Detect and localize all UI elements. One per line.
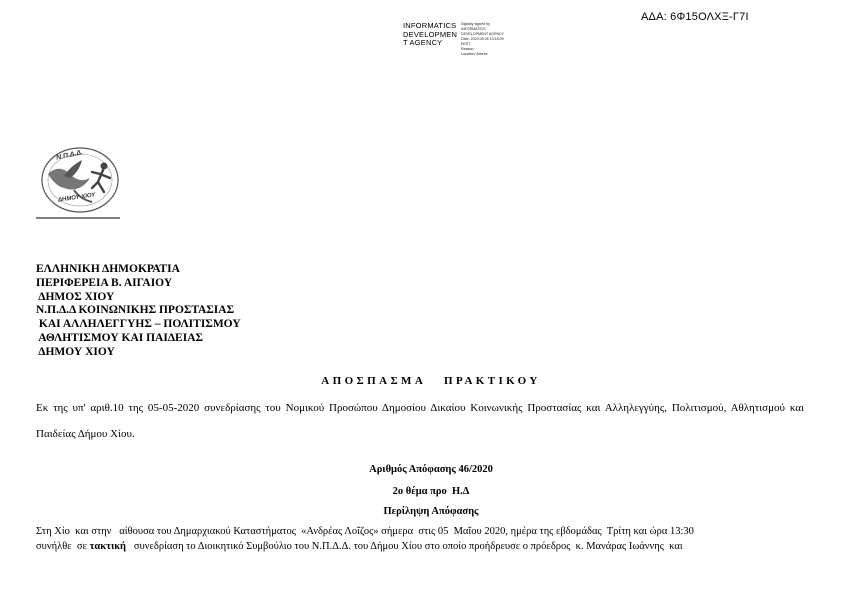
signature-detail-line: DEVELOPMENT AGENCY [461,32,505,36]
decision-number: Αριθμός Απόφασης 46/2020 [369,464,493,475]
issuer-line: ΚΑΙ ΑΛΛΗΛΕΓΓΥΗΣ – ΠΟΛΙΤΙΣΜΟΥ [36,318,241,331]
ada-code: ΑΔΑ: 6Φ15ΟΛΧΞ-Γ7Ι [641,11,749,23]
logo-subtext: ΔΗΜΟΥ ΧΙΟΥ [57,192,96,204]
issuer-line: ΑΘΛΗΤΙΣΜΟΥ ΚΑΙ ΠΑΙΔΕΙΑΣ [36,331,204,344]
signature-details [461,22,504,57]
signature-detail-line: EEST [461,42,471,46]
decision-topic: 2ο θέμα προ Η.Δ [392,486,470,497]
agency-line: T AGENCY [403,38,443,47]
meeting-type: τακτική [89,541,126,552]
body-line-end: συνεδρίαση το Διοικητικό Συμβούλιο του Ν.Π.Δ.Δ. του Δήμου Χίου στο οποίο προήδρευσε ο πρόεδρος κ. Μανάρας Ιωάννης και [126,541,683,552]
logo-text: Ν.Π.Δ.Δ. [55,149,84,162]
issuer-line: ΔΗΜΟΥ ΧΙΟΥ [36,345,115,358]
signature-detail-line: Location: Athens [461,52,488,56]
issuer-line: ΕΛΛΗΝΙΚΗ ΔΗΜΟΚΡΑΤΙΑ [36,263,180,275]
organization-logo [34,146,122,222]
body-line-start: συνήλθε σε [36,541,90,552]
issuer-block [36,263,241,360]
signature-detail-line: INFORMATICS [461,27,486,31]
signature-detail-line: Date: 2020.05.26 13:16:09 [461,37,504,41]
body-line: Στη Χίο και στην αίθουσα του Δημαρχιακού Καταστήματος «Ανδρέας Λοΐζος» σήμερα στις 05 Μαΐου 2020, ημέρα της εβδομάδας Τρίτη και ώρα 13:30 [36,526,694,537]
document-title: ΑΠΟΣΠΑΣΜΑ ΠΡΑΚΤΙΚΟΥ [321,375,541,387]
agency-line: INFORMATICS [403,21,457,30]
intro-text: Εκ της υπ' αριθ.10 της 05-05-2020 συνεδρίασης του Νομικού Προσώπου Δημοσίου Δικαίου Κοινωνικής Προστασίας και Αλληλεγγύης, Πολιτισμού, Αθλητισμού και Παιδείας Δήμου Χίου. [36,402,804,440]
issuer-line: Ν.Π.Δ.Δ ΚΟΙΝΩΝΙΚΗΣ ΠΡΟΣΤΑΣΙΑΣ [36,304,235,317]
body-paragraph [36,524,804,554]
agency-line: DEVELOPMEN [403,29,458,39]
signature-detail-line: Digitally signed by [461,22,490,26]
intro-paragraph [36,395,804,447]
body-line [36,539,804,554]
issuer-line: ΠΕΡΙΦΕΡΕΙΑ Β. ΑΙΓΑΙΟΥ [36,276,173,289]
issuer-line: ΔΗΜΟΣ ΧΙΟΥ [36,290,115,303]
signature-agency-name [403,22,457,48]
signature-detail-line: Reason: [461,47,475,51]
decision-summary-heading: Περίληψη Απόφασης [383,506,479,517]
